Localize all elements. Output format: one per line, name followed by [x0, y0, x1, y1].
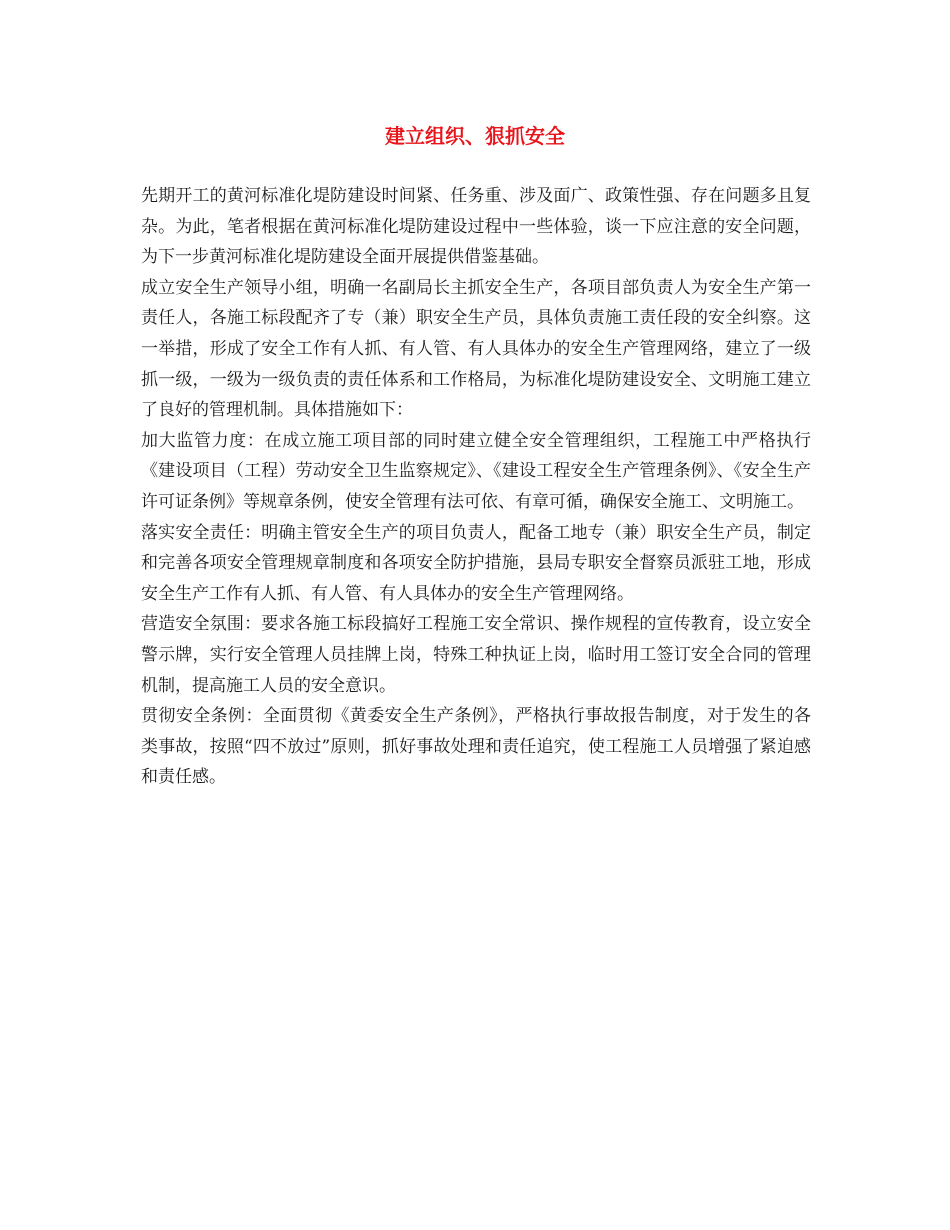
paragraph-intro: 先期开工的黄河标准化堤防建设时间紧、任务重、涉及面广、政策性强、存在问题多且复杂。为此，笔者根据在黄河标准化堤防建设过程中一些体验，谈一下应注意的安全问题，为下一步黄河标准化堤防建设全面开展提供借鉴基础。	[141, 186, 811, 268]
paragraph-regulations: 贯彻安全条例：全面贯彻《黄委安全生产条例》，严格执行事故报告制度，对于发生的各类事故，按照“四不放过”原则，抓好事故处理和责任追究，使工程施工人员增强了紧迫感和责任感。	[141, 706, 811, 788]
paragraph-leadership-group: 成立安全生产领导小组，明确一名副局长主抓安全生产，各项目部负责人为安全生产第一责任人，各施工标段配齐了专（兼）职安全生产员，具体负责施工责任段的安全纠察。这一举措，形成了安全工作有人抓、有人管、有人具体办的安全生产管理网络，建立了一级抓一级，一级为一级负责的责任体系和工作格局，为标准化堤防建设安全、文明施工建立了良好的管理机制。具体措施如下：	[141, 277, 811, 421]
document-title: 建立组织、狠抓安全	[385, 124, 565, 148]
paragraph-supervision: 加大监管力度：在成立施工项目部的同时建立健全安全管理组织，工程施工中严格执行《建设项目（工程）劳动安全卫生监察规定》、《建设工程安全生产管理条例》、《安全生产许可证条例》等规章条例，使安全管理有法可依、有章可循，确保安全施工、文明施工。	[141, 430, 811, 512]
document-body	[141, 181, 811, 793]
paragraph-responsibility: 落实安全责任：明确主管安全生产的项目负责人，配备工地专（兼）职安全生产员，制定和完善各项安全管理规章制度和各项安全防护措施，县局专职安全督察员派驻工地，形成安全生产工作有人抓、有人管、有人具体办的安全生产管理网络。	[141, 522, 811, 604]
paragraph-atmosphere: 营造安全氛围：要求各施工标段搞好工程施工安全常识、操作规程的宣传教育，设立安全警示牌，实行安全管理人员挂牌上岗，特殊工种执证上岗，临时用工签订安全合同的管理机制，提高施工人员的安全意识。	[141, 614, 811, 696]
